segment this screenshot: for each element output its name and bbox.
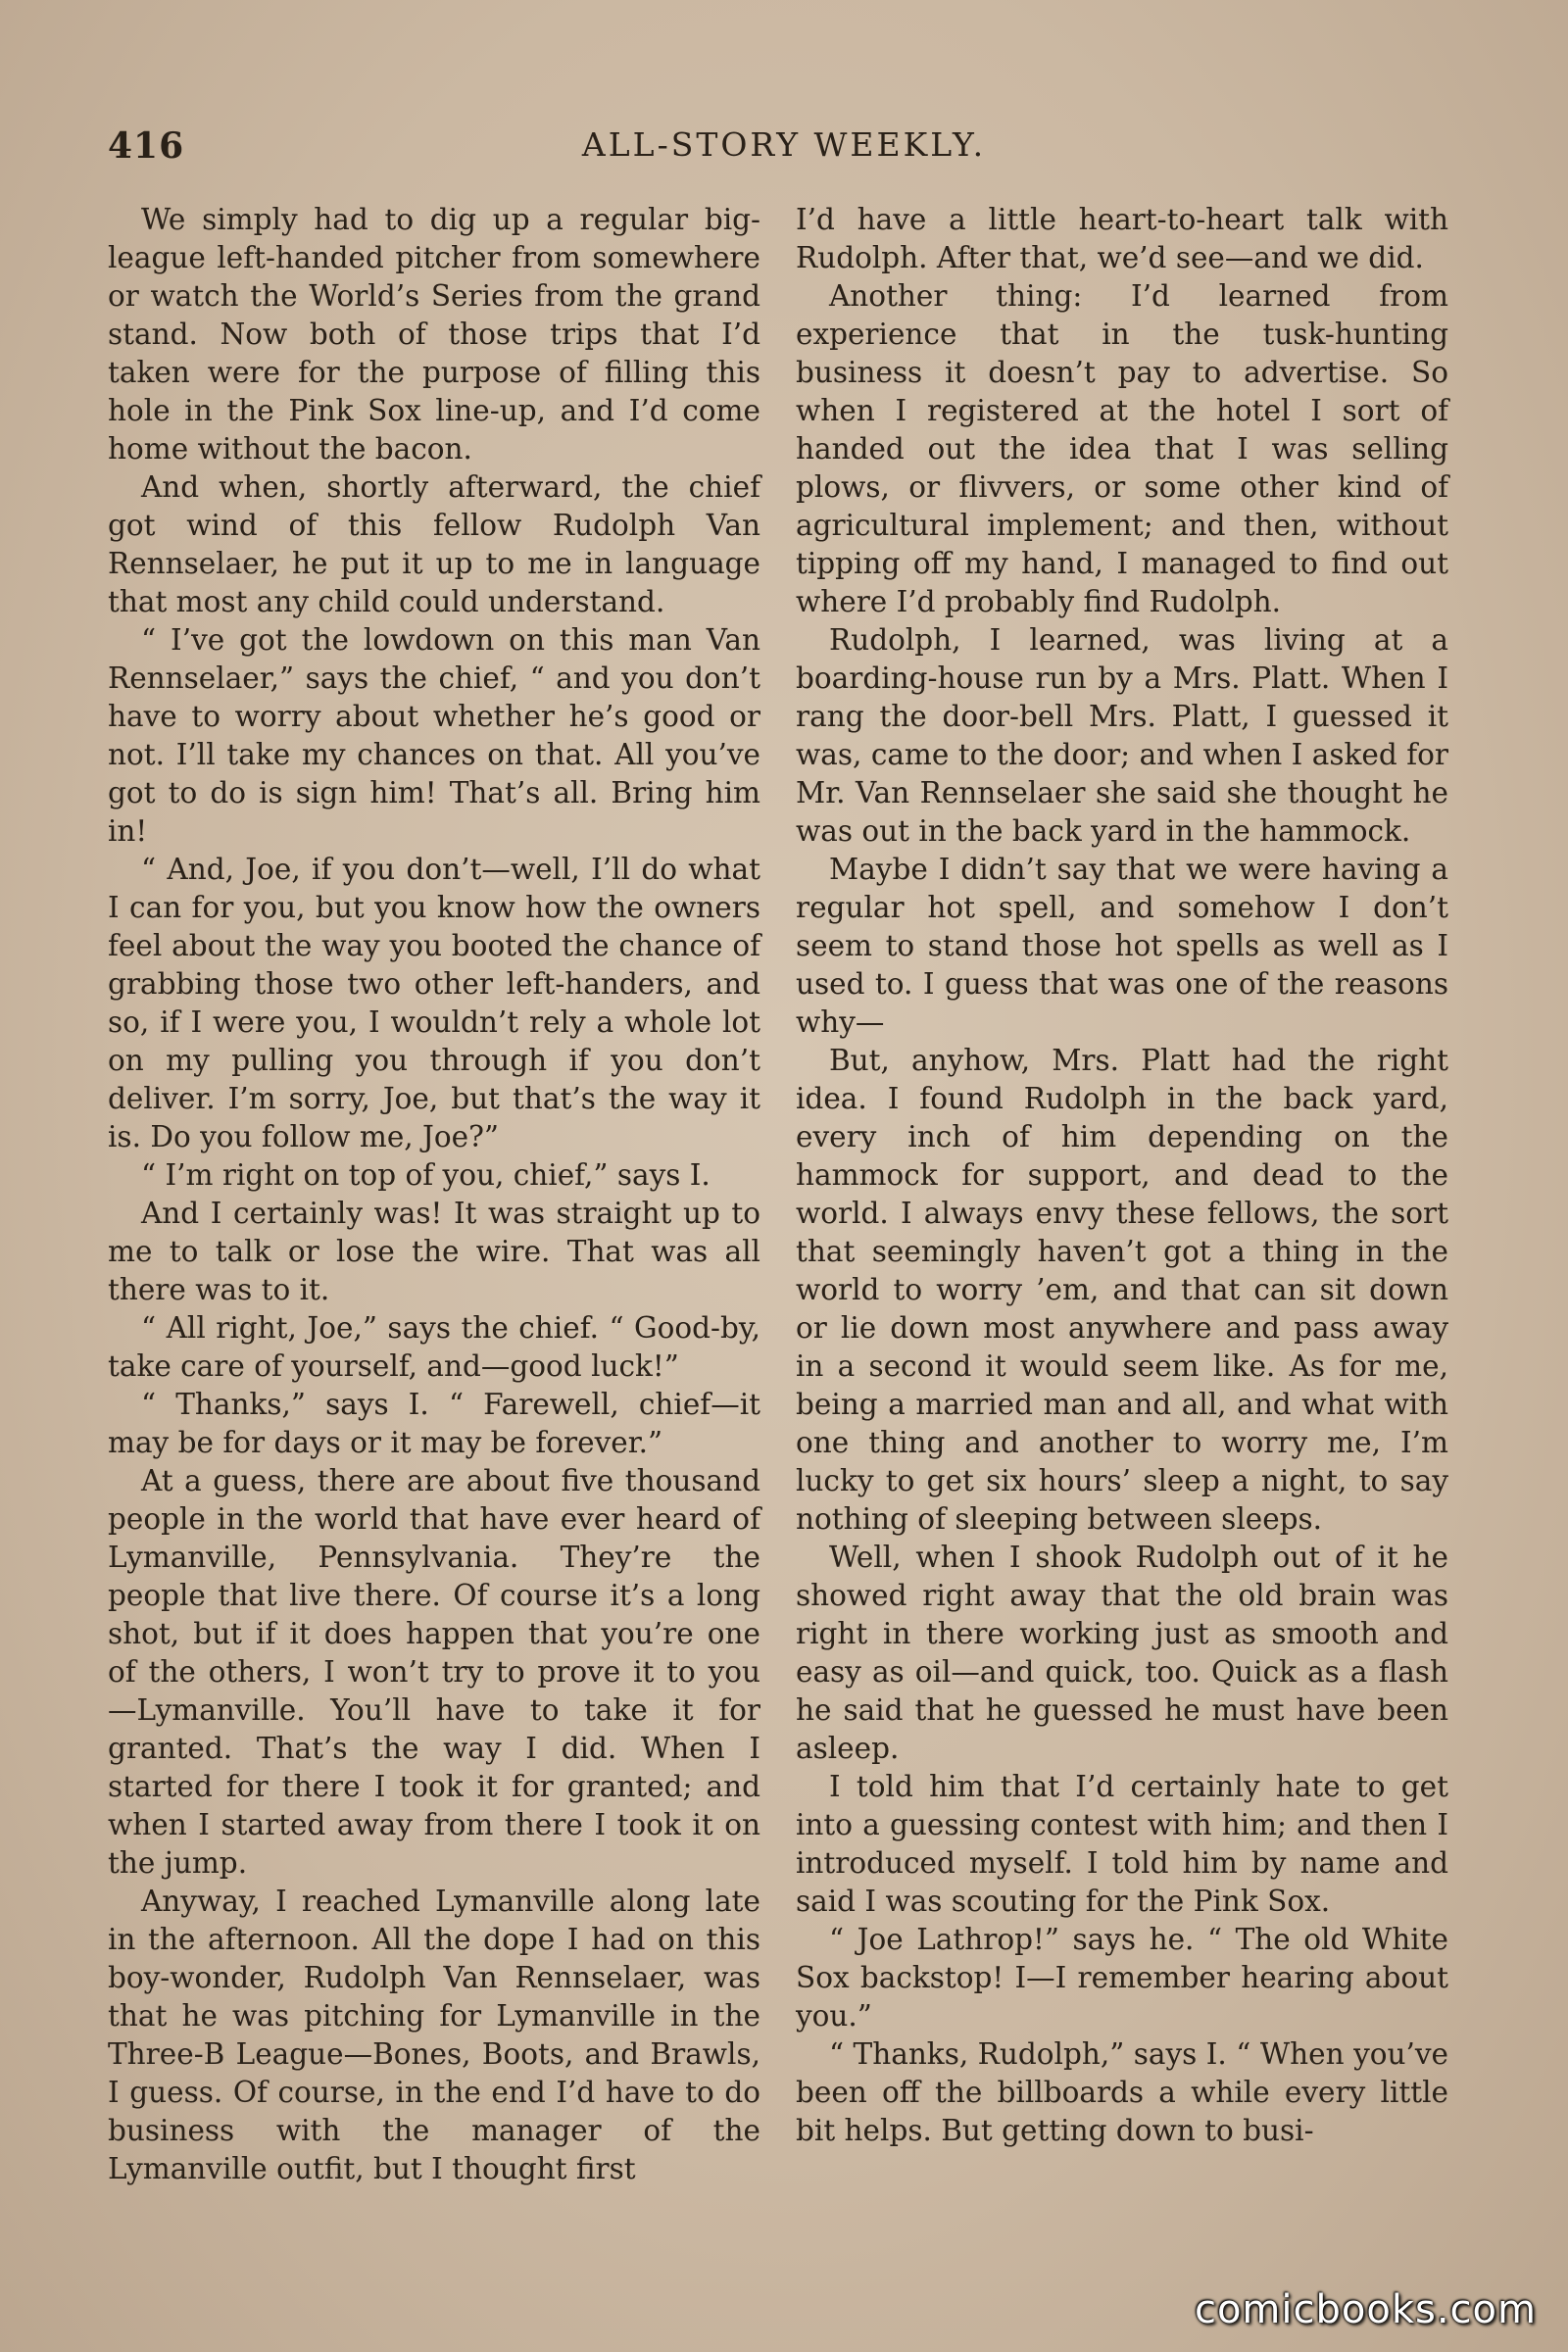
page-header — [108, 125, 1460, 174]
paragraph: Anyway, I reached Lymanville along late in the afternoon. All the dope I had on this boy-wonder, Rudolph Van Rennselaer, was that he was pitching for Lymanville in the Three-B League—Bones, Boots, and Brawls, I guess. Of course, in the end I’d have to do business with the manager of the Lymanville outfit, but I thought first — [108, 1885, 760, 2185]
right-column — [796, 201, 1448, 2150]
paragraph-continuation: I’d have a little heart-to-heart talk with Rudolph. After that, we’d see—and we did. — [796, 203, 1448, 274]
paragraph: “ Thanks, Rudolph,” says I. “ When you’ve been off the billboards a while every little bit helps. But getting down to busi- — [796, 2037, 1448, 2147]
paragraph: I told him that I’d certainly hate to get into a guessing contest with him; and then I introduced myself. I told him by name and said I was scouting for the Pink Sox. — [796, 1770, 1448, 1918]
paragraph: And when, shortly afterward, the chief got wind of this fellow Rudolph Van Rennselaer, he put it up to me in language that most any child could understand. — [108, 470, 760, 618]
paragraph: “ I’m right on top of you, chief,” says I. — [141, 1158, 710, 1192]
running-title: ALL-STORY WEEKLY. — [581, 125, 987, 164]
paragraph: “ I’ve got the lowdown on this man Van Rennselaer,” says the chief, “ and you don’t have to worry about whether he’s good or not. I’ll take my chances on that. All you’ve got to do is sign him! That’s all. Bring him in! — [108, 623, 760, 848]
paragraph: At a guess, there are about five thousand people in the world that have ever heard of Lymanville, Pennsylvania. They’re the people that live there. Of course it’s a long shot, but if it does happen that you’re one of the others, I won’t try to prove it to you —Lymanville. You’ll have to take it for granted. That’s the way I did. When I started for there I took it for granted; and when I started away from there I took it on the jump. — [108, 1464, 760, 1880]
paragraph: We simply had to dig up a regular big-league left-handed pitcher from somewhere or watch the World’s Series from the grand stand. Now both of those trips that I’d taken were for the purpose of filling this hole in the Pink Sox line-up, and I’d come home without the bacon. — [108, 203, 760, 466]
paragraph: Well, when I shook Rudolph out of it he showed right away that the old brain was right in there working just as smooth and easy as oil—and quick, too. Quick as a flash he said that he guessed he must have been asleep. — [796, 1541, 1448, 1765]
paragraph: Rudolph, I learned, was living at a boarding-house run by a Mrs. Platt. When I rang the door-bell Mrs. Platt, I guessed it was, came to the door; and when I asked for Mr. Van Rennselaer she said she thought he was out in the back yard in the hammock. — [796, 623, 1448, 848]
paragraph: “ All right, Joe,” says the chief. “ Good-by, take care of yourself, and—good luck!” — [108, 1311, 760, 1383]
paragraph: “ Thanks,” says I. “ Farewell, chief—it may be for days or it may be forever.” — [108, 1388, 760, 1459]
paragraph: Another thing: I’d learned from experience that in the tusk-hunting business it doesn’t pay to advertise. So when I registered at the hotel I sort of handed out the idea that I was selling plows, or flivvers, or some other kind of agricultural implement; and then, without tipping off my hand, I managed to find out where I’d probably find Rudolph. — [796, 279, 1448, 618]
watermark: comicbooks.com — [1194, 2287, 1537, 2332]
paragraph: Maybe I didn’t say that we were having a regular hot spell, and somehow I don’t seem to stand those hot spells as well as I used to. I guess that was one of the reasons why— — [796, 853, 1448, 1039]
paragraph: “ And, Joe, if you don’t—well, I’ll do what I can for you, but you know how the owners feel about the way you booted the chance of grabbing those two other left-handers, and so, if I were you, I wouldn’t rely a whole lot on my pulling you through if you don’t deliver. I’m sorry, Joe, but that’s the way it is. Do you follow me, Joe?” — [108, 853, 760, 1153]
left-column — [108, 201, 760, 2188]
paragraph: “ Joe Lathrop!” says he. “ The old White Sox backstop! I—I remember hearing about you.” — [796, 1923, 1448, 2033]
page-number: 416 — [108, 125, 185, 167]
paragraph: And I certainly was! It was straight up to me to talk or lose the wire. That was all there was to it. — [108, 1197, 760, 1306]
paragraph: But, anyhow, Mrs. Platt had the right idea. I found Rudolph in the back yard, every inch of him depending on the hammock for support, and dead to the world. I always envy these fellows, the sort that seemingly haven’t got a thing in the world to worry ’em, and that can sit down or lie down most anywhere and pass away in a second it would seem like. As for me, being a married man and all, and what with one thing and another to worry me, I’m lucky to get six hours’ sleep a night, to say nothing of sleeping between sleeps. — [796, 1044, 1448, 1536]
